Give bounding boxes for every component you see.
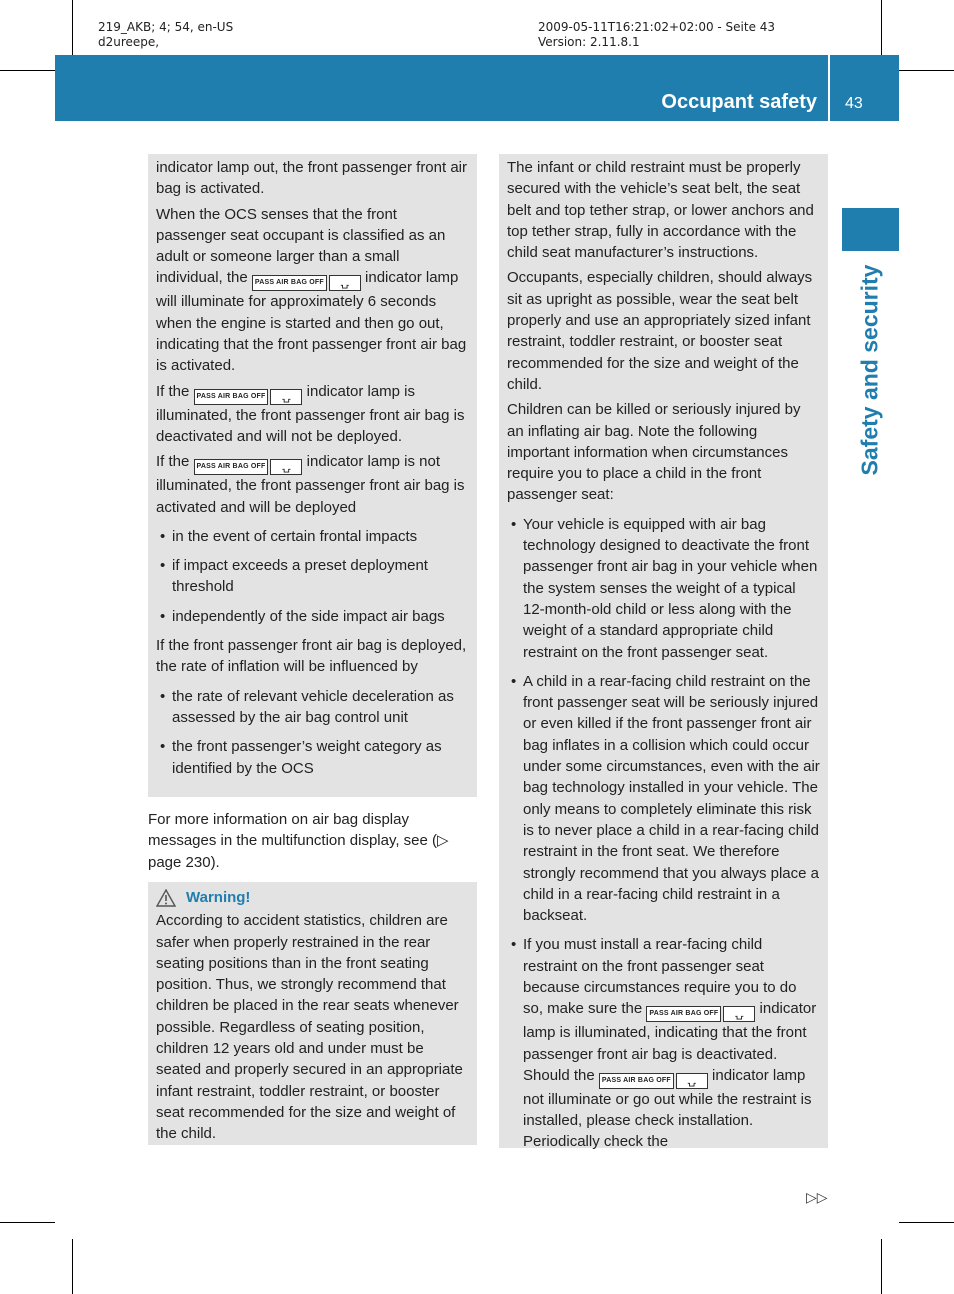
text-run: indicator lamp is illuminated, indicating that the front passenger front air bag is deactivated. Should the [523,1000,817,1084]
indicator-label: PASS AIR BAG OFF [599,1073,674,1089]
pass-air-bag-off-indicator [194,389,303,405]
paragraph: Occupants, especially children, should always sit as upright as possible, wear the seat belt properly and use an appropriately sized infant restraint, toddler restraint, or booster seat recommended for the size and weight of the child. [507,269,813,393]
bullet-item: • Your vehicle is equipped with air bag technology designed to deactivate the front passenger front air bag in your vehicle when the system senses the weight of a typical 12-month-old child or less along with the weight of a standard appropriate child restraint on the front passenger seat. [507,514,820,663]
bullet-item: • if impact exceeds a preset deployment threshold [156,555,469,598]
crop-mark [0,1222,55,1223]
crop-mark [881,0,882,55]
child-seat-icon: ⍽ [329,275,361,291]
paragraph [156,381,469,448]
pass-air-bag-off-indicator [646,1006,755,1022]
pass-air-bag-off-indicator [194,459,303,475]
meta-line: 219_AKB; 4; 54, en-US [98,20,234,34]
paragraph: For more information on air bag display messages in the multifunction display, see (▷ page 230). [148,811,449,871]
side-tab-marker [842,208,899,251]
text-run: If you must install a rear-facing child restraint on the front passenger seat because circumstances require you to do so, make sure the [523,936,797,1018]
header-band [55,55,899,121]
crop-mark [881,1239,882,1294]
header-separator [828,55,830,121]
paragraph: indicator lamp out, the front passenger front air bag is activated. [156,159,468,198]
more-info-paragraph [148,809,478,873]
meta-line: d2ureepe, [98,35,160,49]
bullet-item: • the rate of relevant vehicle deceleration as assessed by the air bag control unit [156,686,469,729]
text-run: If the [156,382,190,400]
paragraph: Children can be killed or seriously injured by an inflating air bag. Note the following important information when circumstances require you to place a child in the front passenger seat: [507,401,801,504]
crop-mark [72,1239,73,1294]
continue-marker: ▷▷ [806,1190,828,1206]
text-run: indicator lamp is not illuminated, the front passenger front air bag is activated and will be deployed [156,453,465,516]
indicator-label: PASS AIR BAG OFF [646,1006,721,1022]
paragraph [156,451,469,518]
child-seat-icon: ⍽ [676,1073,708,1089]
print-meta-left [98,20,233,50]
child-seat-icon: ⍽ [270,459,302,475]
bullet-item: • the front passenger’s weight category as identified by the OCS [156,736,469,779]
indicator-label: PASS AIR BAG OFF [194,389,269,405]
child-seat-icon: ⍽ [270,389,302,405]
text-run: When the OCS senses that the front passenger seat occupant is classified as an adult or someone larger than a small individual, the [156,205,446,287]
text-run: If the [156,453,190,471]
bullet-item: • independently of the side impact air bags [156,606,469,627]
text-run: indicator lamp not illuminate or go out while the restraint is installed, please check installation. Periodically check the [523,1066,812,1151]
warning-panel [148,882,477,1145]
text-run: indicator lamp will illuminate for approximately 6 seconds when the engine is started and then go out, indicating that the front passenger front air bag is activated. [156,269,467,375]
section-title: Occupant safety [661,91,817,113]
pass-air-bag-off-indicator [599,1073,708,1089]
page-number: 43 [845,95,863,112]
paragraph: If the front passenger front air bag is deployed, the rate of inflation will be influenced by [156,637,467,676]
pass-air-bag-off-indicator [252,275,361,291]
warning-label: Warning! [186,889,251,906]
bullet-item [507,934,820,1152]
indicator-label: PASS AIR BAG OFF [194,459,269,475]
warning-triangle-icon [156,889,176,907]
left-info-panel [148,154,477,797]
paragraph [156,204,469,377]
warning-header [156,887,469,908]
bullet-item: • in the event of certain frontal impacts [156,526,469,547]
meta-line: 2009-05-11T16:21:02+02:00 - Seite 43 [538,20,776,34]
indicator-label: PASS AIR BAG OFF [252,275,327,291]
crop-mark [0,70,55,71]
crop-mark [899,70,954,71]
print-meta-right [538,20,775,50]
side-tab-label: Safety and security [856,264,883,476]
child-seat-icon: ⍽ [723,1006,755,1022]
right-info-panel [499,154,828,1151]
crop-mark [72,0,73,55]
bullet-item: • A child in a rear-facing child restraint on the front passenger seat will be seriously injured or even killed if the front passenger front air bag inflates in a collision which could occur under some circumstances, even with the air bag technology installed in your vehicle. The only means to completely eliminate this risk is to never place a child in a rear-facing child restraint in the front seat. We therefore strongly recommend that you always place a child in a rear-facing child restraint in a backseat. [507,671,820,927]
text-run: indicator lamp is illuminated, the front passenger front air bag is deactivated and will not be deployed. [156,382,465,445]
paragraph: According to accident statistics, children are safer when properly restrained in the rear seating positions than in the front seating position. Thus, we strongly recommend that children be placed in the rear seats whenever possible. Regardless of seating position, children 12 years old and under must be seated and properly secured in an appropriate infant restraint, toddler restraint, or booster seat recommended for the size and weight of the child. [156,912,463,1143]
paragraph: The infant or child restraint must be properly secured with the vehicle’s seat belt, the seat belt and top tether strap, or lower anchors and top tether strap, fully in accordance with the child seat manufacturer’s instructions. [507,159,814,262]
crop-mark [899,1222,954,1223]
meta-line: Version: 2.11.8.1 [538,35,640,49]
